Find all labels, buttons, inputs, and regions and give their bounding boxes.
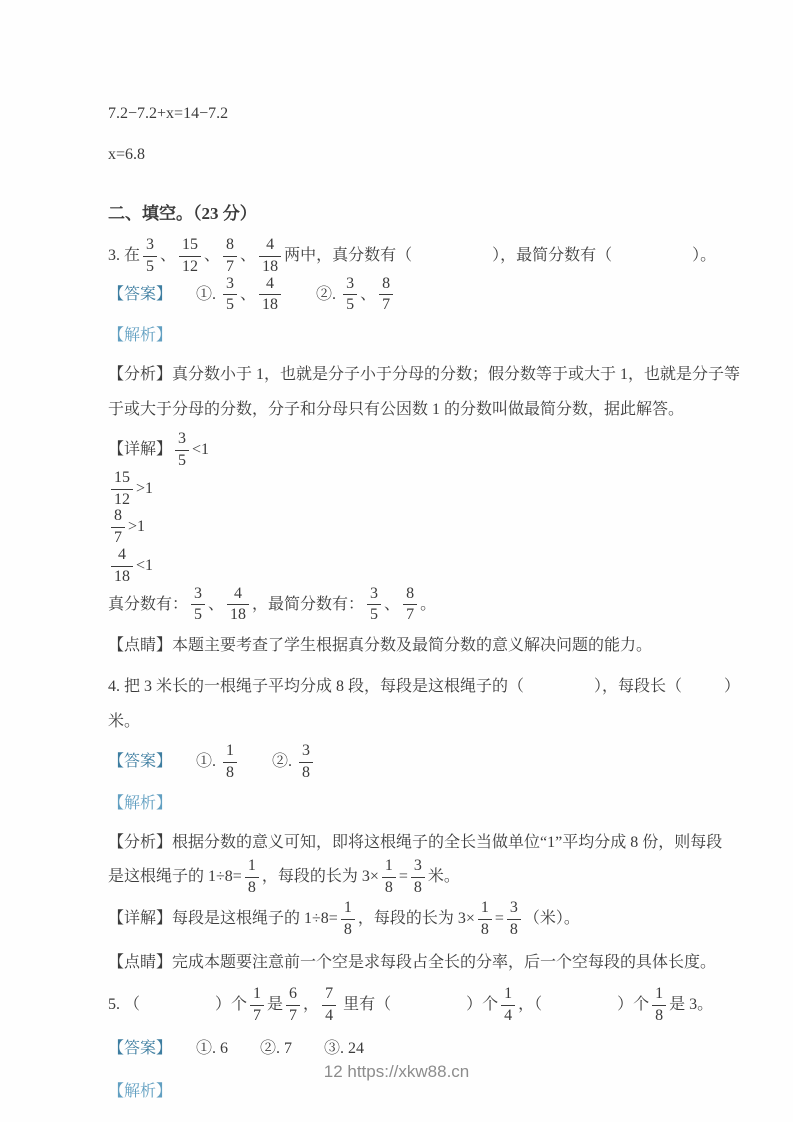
text-segment: ，（	[518, 995, 543, 1013]
text-segment: 是这根绳子的 1÷8=	[108, 867, 242, 885]
text-segment: >1	[136, 479, 154, 497]
text-segment: ，每段的长为 3×	[261, 867, 379, 885]
analysis-tag: 【解析】	[108, 1082, 173, 1100]
fraction-numerator: 4	[118, 545, 126, 563]
text-segment: 【详解】每段是这根绳子的 1÷8=	[108, 910, 338, 928]
analysis-3-line-1	[108, 359, 741, 390]
question-5	[108, 986, 723, 1025]
text-segment: ）个	[617, 995, 650, 1013]
fraction-3-over-5	[191, 586, 205, 625]
fraction-numerator: 3	[346, 274, 355, 292]
fraction-denominator: 8	[478, 919, 492, 939]
detail-3-line-4	[108, 547, 723, 586]
fraction-denominator: 12	[111, 489, 133, 509]
analysis-4-line-2	[108, 858, 723, 897]
fraction-7-over-4	[322, 986, 336, 1025]
detail-3-line-5	[108, 586, 723, 625]
text-segment: 、	[384, 595, 401, 613]
fraction-numerator: 7	[325, 984, 334, 1002]
fraction-3-over-5	[175, 431, 189, 470]
text-segment: 、	[240, 285, 257, 303]
fraction-15-over-12	[111, 470, 133, 509]
fraction-1-over-7	[250, 986, 264, 1025]
text-segment: ），最简分数有（	[492, 246, 613, 264]
answer-tag: 【答案】	[108, 1039, 165, 1057]
text-segment: 【点睛】本题主要考查了学生根据真分数及最简分数的意义解决问题的能力。	[108, 637, 653, 655]
fraction-numerator: 8	[226, 236, 235, 253]
fraction-8-over-7	[403, 586, 417, 625]
fraction-3-over-8	[411, 858, 425, 897]
fraction-3-over-5	[143, 237, 157, 276]
fraction-denominator: 5	[343, 294, 357, 314]
text-segment: ①.	[164, 753, 221, 771]
text-segment: 米。	[108, 713, 141, 731]
fraction-numerator: 4	[266, 274, 275, 292]
fraction-denominator: 7	[111, 527, 125, 547]
answer-3	[108, 276, 723, 315]
detail-3-line-2	[108, 470, 723, 509]
question-4-line-1	[108, 671, 741, 702]
fraction-numerator: 3	[226, 274, 235, 292]
text-segment: >1	[128, 518, 146, 536]
fraction-denominator: 18	[111, 566, 133, 586]
text-segment: ）个	[215, 995, 248, 1013]
fraction-8-over-7	[111, 508, 125, 547]
answer-blank	[140, 1007, 215, 1009]
fraction-numerator: 6	[289, 984, 298, 1002]
answer-blank	[524, 689, 594, 691]
answer-5	[108, 1033, 723, 1064]
fraction-3-over-8	[299, 743, 313, 782]
text-segment: <1	[192, 441, 210, 459]
fraction-numerator: 4	[266, 236, 275, 253]
fraction-numerator: 3	[194, 584, 203, 602]
fraction-numerator: 15	[182, 236, 199, 253]
text-segment: 4. 把 3 米长的一根绳子平均分成 8 段，每段是这根绳子的（	[108, 678, 525, 696]
fraction-denominator: 8	[652, 1005, 666, 1025]
fraction-numerator: 4	[234, 584, 243, 602]
fraction-numerator: 1	[247, 856, 256, 874]
fraction-numerator: 8	[382, 274, 391, 292]
fraction-denominator: 8	[245, 877, 259, 897]
text-segment: ，每段的长为 3×	[357, 910, 475, 928]
fraction-denominator: 18	[259, 256, 281, 276]
page-footer	[0, 1062, 793, 1082]
equation-line-1	[108, 98, 723, 129]
analysis-tag-3	[108, 320, 723, 351]
text-segment: ①.	[164, 285, 221, 303]
text-segment: 【分析】真分数小于 1，也就是分子小于分母的分数；假分数等于或大于 1，也就是分子等	[108, 366, 741, 384]
detail-3-line-3	[108, 508, 723, 547]
analysis-tag-4	[108, 788, 723, 819]
fraction-denominator: 18	[259, 294, 281, 314]
answer-blank	[682, 689, 724, 691]
text-segment: 米。	[427, 867, 460, 885]
fraction-numerator: 3	[302, 742, 311, 760]
fraction-denominator: 8	[299, 762, 313, 782]
text-segment: 是	[267, 995, 284, 1013]
text-segment: 是 3。	[669, 995, 714, 1013]
text-segment: 、	[208, 595, 225, 613]
text-segment: 、	[160, 246, 177, 264]
fraction-numerator: 1	[504, 984, 513, 1002]
fraction-1-over-8	[382, 858, 396, 897]
comment-3	[108, 630, 723, 661]
text-segment: 、	[204, 246, 221, 264]
text-segment: ），每段长（	[594, 678, 683, 696]
fraction-1-over-8	[652, 986, 666, 1025]
fraction-denominator: 7	[403, 604, 417, 624]
text-segment: ）。	[692, 246, 717, 264]
fraction-4-over-18	[259, 237, 281, 276]
fraction-denominator: 7	[223, 256, 237, 276]
text-segment: ，最简分数有：	[252, 595, 365, 613]
fraction-denominator: 7	[379, 294, 393, 314]
fraction-1-over-8	[341, 900, 355, 939]
answer-tag: 【答案】	[108, 285, 165, 303]
fraction-6-over-7	[286, 986, 300, 1025]
text-segment: 二、填空。（23 分）	[108, 204, 257, 223]
fraction-denominator: 7	[250, 1005, 264, 1025]
text-segment: 、	[360, 285, 377, 303]
fraction-numerator: 15	[114, 468, 130, 486]
fraction-4-over-18	[227, 586, 249, 625]
text-segment: 、	[240, 246, 257, 264]
analysis-tag: 【解析】	[108, 794, 173, 812]
answer-blank	[612, 258, 692, 260]
fraction-denominator: 5	[175, 450, 189, 470]
equation-line-2	[108, 139, 723, 170]
fraction-numerator: 8	[406, 584, 415, 602]
fraction-numerator: 8	[114, 507, 122, 525]
text-segment: ①. 6 ②. 7 ③. 24	[164, 1039, 365, 1057]
answer-blank	[391, 1007, 466, 1009]
text-segment: 两中，真分数有（	[284, 246, 413, 264]
text-segment: 里有（	[339, 995, 392, 1013]
fraction-denominator: 5	[191, 604, 205, 624]
text-segment: ）个	[466, 995, 499, 1013]
text-segment: 5. （	[108, 995, 141, 1013]
text-segment: x=6.8	[108, 146, 146, 163]
fraction-4-over-18	[111, 547, 133, 586]
fraction-1-over-8	[245, 858, 259, 897]
fraction-denominator: 4	[501, 1005, 515, 1025]
fraction-numerator: 3	[509, 899, 518, 917]
text-segment: ②.	[240, 753, 297, 771]
text-segment: ②.	[284, 285, 341, 303]
fraction-denominator: 8	[341, 919, 355, 939]
fraction-denominator: 8	[223, 762, 237, 782]
text-segment: （米）。	[523, 910, 580, 928]
fraction-4-over-18	[259, 276, 281, 315]
text-segment: 7.2−7.2+x=14−7.2	[108, 105, 229, 122]
text-segment: =	[494, 910, 504, 928]
text-segment: 真分数有：	[108, 595, 189, 613]
detail-4	[108, 900, 723, 939]
fraction-3-over-5	[223, 276, 237, 315]
fraction-numerator: 3	[370, 584, 379, 602]
comment-4	[108, 947, 723, 978]
analysis-3-line-2	[108, 394, 723, 425]
fraction-numerator: 1	[384, 856, 393, 874]
fraction-denominator: 8	[382, 877, 396, 897]
answer-blank	[412, 258, 492, 260]
text-segment: ，	[303, 995, 320, 1013]
answer-blank	[542, 1007, 617, 1009]
fraction-numerator: 1	[343, 899, 352, 917]
fraction-3-over-8	[507, 900, 521, 939]
fraction-numerator: 3	[413, 856, 422, 874]
fraction-3-over-5	[343, 276, 357, 315]
fraction-denominator: 8	[411, 877, 425, 897]
fraction-denominator: 7	[286, 1005, 300, 1025]
text-segment: 【分析】根据分数的意义可知，即将这根绳子的全长当做单位“1”平均分成 8 份，则每段	[108, 833, 723, 851]
question-4-line-2	[108, 706, 723, 737]
question-3	[108, 237, 723, 276]
answer-4	[108, 743, 723, 782]
fraction-numerator: 1	[226, 742, 235, 760]
fraction-8-over-7	[223, 237, 237, 276]
fraction-numerator: 3	[146, 236, 155, 253]
text-segment: =	[398, 867, 408, 885]
fraction-1-over-8	[478, 900, 492, 939]
fraction-denominator: 8	[507, 919, 521, 939]
analysis-tag: 【解析】	[108, 327, 173, 345]
fraction-1-over-4	[501, 986, 515, 1025]
fraction-8-over-7	[379, 276, 393, 315]
fraction-1-over-8	[223, 743, 237, 782]
text-segment: 3. 在	[108, 246, 141, 264]
fraction-numerator: 1	[480, 899, 489, 917]
text-segment: 【详解】	[108, 441, 173, 459]
fraction-numerator: 1	[253, 984, 262, 1002]
fraction-denominator: 4	[322, 1005, 336, 1025]
fraction-numerator: 3	[178, 430, 187, 448]
text-segment: ）	[724, 678, 741, 696]
analysis-4-line-1	[108, 827, 723, 858]
fraction-denominator: 18	[227, 604, 249, 624]
fraction-denominator: 5	[223, 294, 237, 314]
detail-3-line-1	[108, 431, 723, 470]
text-segment: 。	[420, 595, 437, 613]
text-segment: 于或大于分母的分数，分子和分母只有公因数 1 的分数叫做最简分数，据此解答。	[108, 401, 685, 419]
text-segment: <1	[136, 556, 154, 574]
fraction-15-over-12	[179, 237, 201, 276]
answer-tag: 【答案】	[108, 753, 165, 771]
footer-text: 12 https://xkw88.cn	[323, 1062, 470, 1081]
fraction-denominator: 5	[367, 604, 381, 624]
text-segment: 【点睛】完成本题要注意前一个空是求每段占全长的分率，后一个空每段的具体长度。	[108, 953, 717, 971]
fraction-numerator: 1	[655, 984, 664, 1002]
section-heading	[108, 198, 723, 229]
fraction-3-over-5	[367, 586, 381, 625]
fraction-denominator: 12	[179, 256, 201, 276]
fraction-denominator: 5	[143, 256, 157, 276]
